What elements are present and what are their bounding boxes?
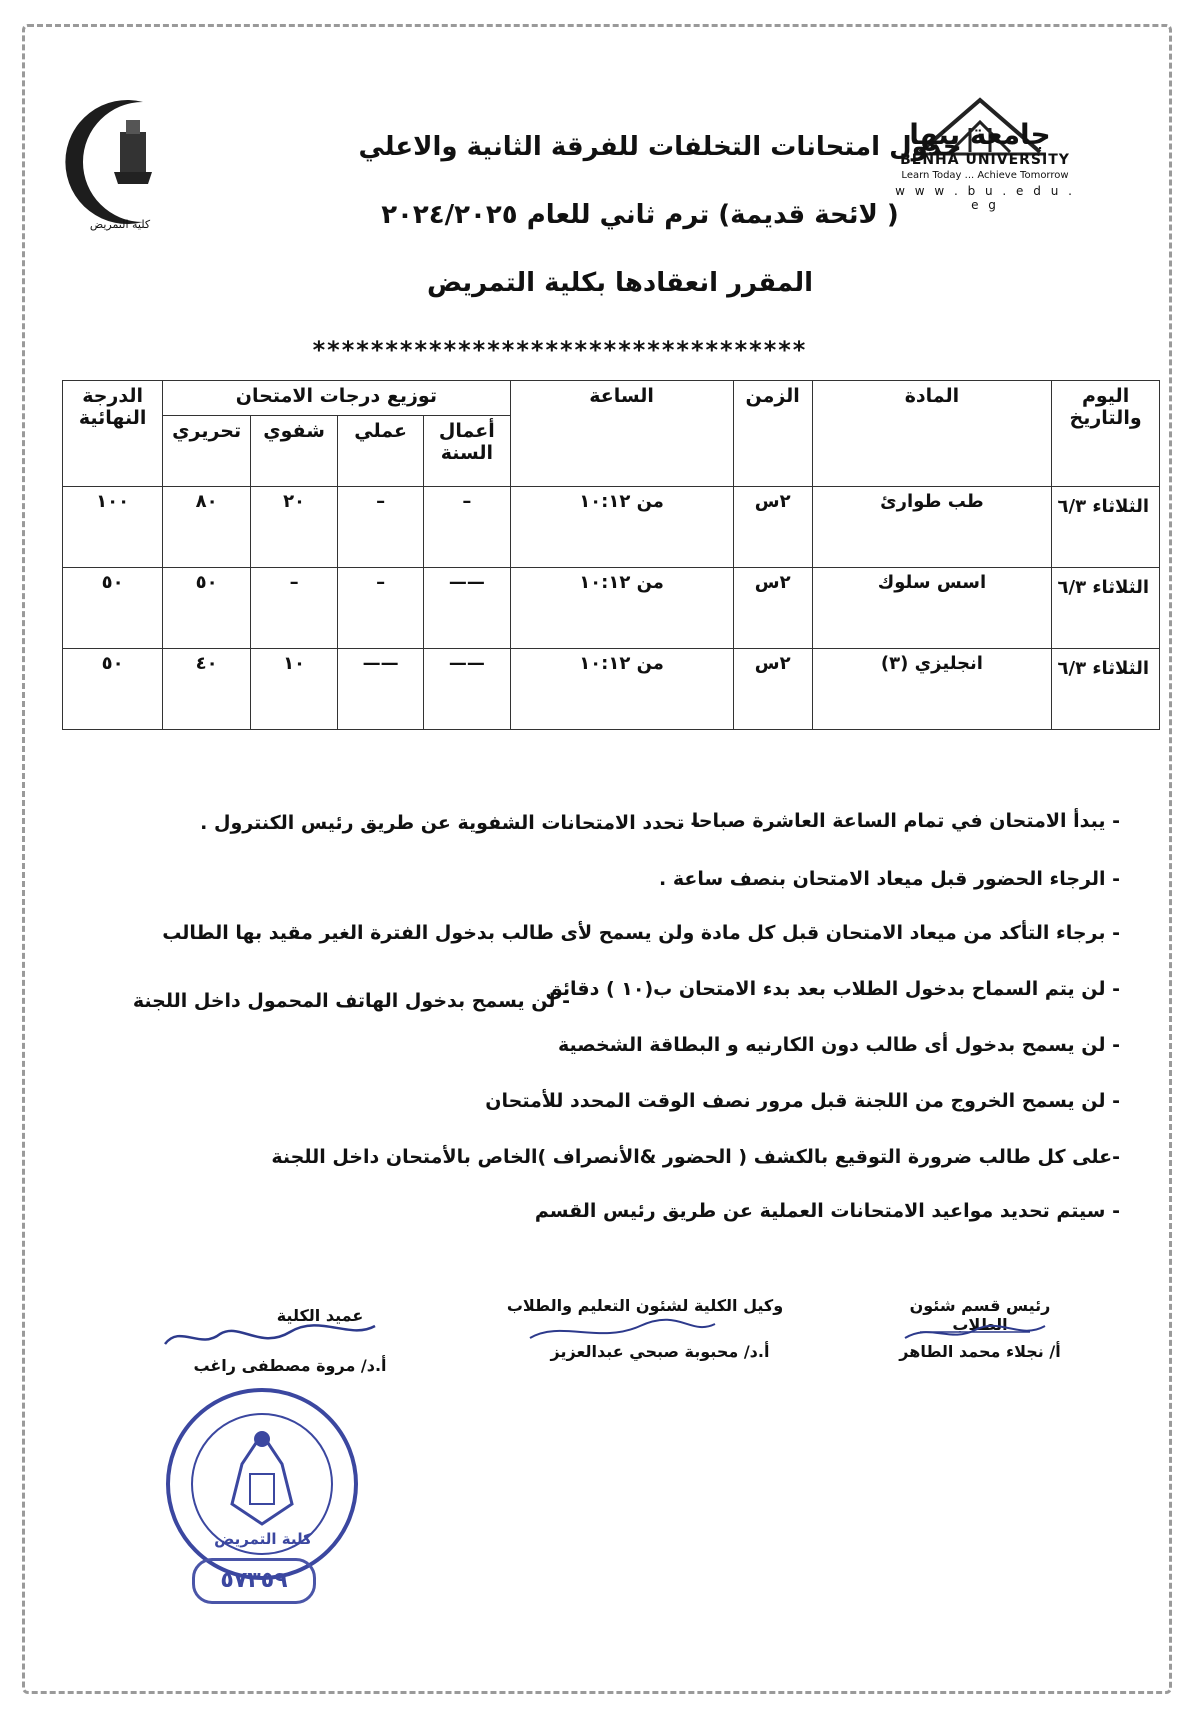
note-late-entry: - لن يتم السماح بدخول الطلاب بعد بدء الامتحان ب(١٠ ) دقائق — [545, 978, 1120, 1000]
faculty-logo-caption: كلية التمريض — [89, 218, 151, 231]
cell-duration: ٢س — [733, 649, 812, 730]
note-id-card: - لن يسمح بدخول أى طالب دون الكارنيه و البطاقة الشخصية — [557, 1034, 1120, 1056]
cell-practical: —— — [338, 649, 424, 730]
header-oral: شفوي — [251, 416, 338, 487]
cell-subject: انجليزي (٣) — [812, 649, 1052, 730]
exam-schedule-table — [62, 380, 1160, 730]
header-duration: الزمن — [733, 381, 812, 487]
cell-subject: اسس سلوك — [812, 568, 1052, 649]
note-signature-sheet: -على كل طالب ضرورة التوقيع بالكشف ( الحضور &الأنصراف )الخاص بالأمتحان داخل اللجنة — [271, 1146, 1120, 1168]
cell-subject: طب طوارئ — [812, 487, 1052, 568]
header-year-work: أعمال السنة — [424, 416, 510, 487]
signature-title-vice-dean: وكيل الكلية لشئون التعليم والطلاب — [506, 1296, 784, 1315]
cell-day: الثلاثاء ٦/٣ — [1052, 568, 1160, 649]
header-grades-group: توزيع درجات الامتحان — [163, 381, 510, 416]
cell-day: الثلاثاء ٦/٣ — [1052, 649, 1160, 730]
cell-final: ٥٠ — [63, 649, 163, 730]
document-subtitle: ( لائحة قديمة) ترم ثاني للعام ٢٠٢٤/٢٠٢٥ — [381, 200, 899, 230]
header-day: اليوم والتاريخ — [1052, 381, 1160, 487]
cell-oral: ١٠ — [251, 649, 338, 730]
table-row — [63, 487, 1160, 568]
university-name-english: BENHA UNIVERSITY — [900, 152, 1070, 168]
cell-practical: – — [338, 487, 424, 568]
cell-written: ٥٠ — [163, 568, 251, 649]
title-separator: ********************************** — [312, 336, 808, 364]
note-verify-schedule: - برجاء التأكد من ميعاد الامتحان قبل كل مادة ولن يسمح لأى طالب بدخول الفترة الغير مقيد بها الطالب — [162, 922, 1120, 944]
cell-year-work: —— — [424, 649, 510, 730]
header-final-grade: الدرجة النهائية — [63, 381, 163, 487]
table-row — [63, 649, 1160, 730]
cell-duration: ٢س — [733, 568, 812, 649]
header-subject: المادة — [812, 381, 1052, 487]
cell-time: من ١٠:١٢ — [510, 568, 733, 649]
university-tagline: Learn Today ... Achieve Tomorrow — [901, 170, 1069, 181]
cell-practical: – — [338, 568, 424, 649]
note-exam-start: - يبدأ الامتحان في تمام الساعة العاشرة صباحا . — [677, 810, 1120, 832]
signature-title-dean: عميد الكلية — [276, 1306, 364, 1325]
document-location: المقرر انعقادها بكلية التمريض — [426, 268, 814, 298]
cell-time: من ١٠:١٢ — [510, 487, 733, 568]
university-name-arabic: جامعة بنها — [909, 118, 1051, 151]
table-row — [63, 568, 1160, 649]
cell-written: ٤٠ — [163, 649, 251, 730]
cell-year-work: – — [424, 487, 510, 568]
faculty-seal-stamp — [162, 1384, 362, 1584]
note-mobile-phone: - لن يسمح بدخول الهاتف المحمول داخل اللجنة — [132, 990, 570, 1012]
serial-number-stamp: ٥٧٣٥٩ — [192, 1558, 316, 1604]
document-title: جدول امتحانات التخلفات للفرقة الثانية والاعلي — [358, 132, 962, 162]
note-oral-exams: – تحدد الامتحانات الشفوية عن طريق رئيس الكنترول . — [200, 812, 700, 834]
header-practical: عملي — [338, 416, 424, 487]
cell-day: الثلاثاء ٦/٣ — [1052, 487, 1160, 568]
cell-oral: – — [251, 568, 338, 649]
note-attendance: - الرجاء الحضور قبل ميعاد الامتحان بنصف ساعة . — [658, 868, 1120, 890]
note-practical-exams: - سيتم تحديد مواعيد الامتحانات العملية عن طريق رئيس القسم — [534, 1200, 1120, 1222]
university-website: w w w . b u . e d u . e g — [895, 184, 1075, 212]
cell-written: ٨٠ — [163, 487, 251, 568]
seal-caption: كلية التمريض — [214, 1530, 312, 1548]
header-written: تحريري — [163, 416, 251, 487]
cell-time: من ١٠:١٢ — [510, 649, 733, 730]
handwritten-signature-dean — [160, 1320, 380, 1354]
cell-year-work: —— — [424, 568, 510, 649]
cell-oral: ٢٠ — [251, 487, 338, 568]
note-early-exit: - لن يسمح الخروج من اللجنة قبل مرور نصف الوقت المحدد للأمتحان — [485, 1090, 1120, 1112]
signature-title-student-affairs: رئيس قسم شئون الطلاب — [909, 1296, 1051, 1334]
signature-name-dean: أ.د/ مروة مصطفى راغب — [193, 1356, 387, 1375]
signature-name-student-affairs: أ/ نجلاء محمد الطاهر — [899, 1342, 1061, 1361]
cell-final: ٥٠ — [63, 568, 163, 649]
header-time: الساعة — [510, 381, 733, 487]
cell-duration: ٢س — [733, 487, 812, 568]
cell-final: ١٠٠ — [63, 487, 163, 568]
signature-name-vice-dean: أ.د/ محبوبة صبحي عبدالعزيز — [550, 1342, 770, 1361]
